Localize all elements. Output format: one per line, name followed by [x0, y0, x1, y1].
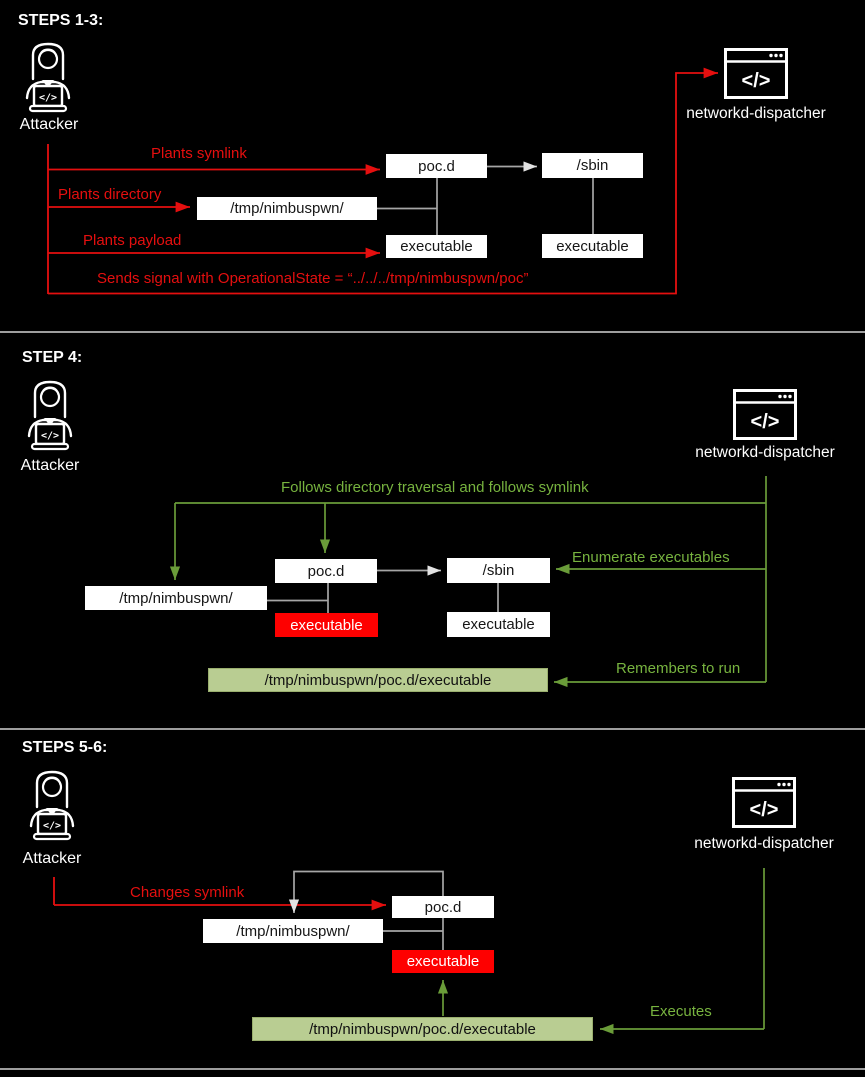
attacker-label: Attacker: [22, 850, 82, 867]
attacker-label: Attacker: [19, 116, 79, 133]
networkd-dispatcher-icon: [733, 389, 797, 440]
attacker-icon: [26, 768, 78, 844]
panel3-title: STEPS 5-6:: [22, 739, 108, 756]
code-glyph: </>: [40, 430, 60, 442]
node-pocd: poc.d: [275, 559, 377, 583]
node-executable-pocd: executable: [275, 613, 378, 637]
networkd-dispatcher-icon: [732, 777, 796, 828]
node-executable-pocd: executable: [386, 235, 487, 258]
panel-divider: [0, 331, 865, 333]
flow-plants-payload-label: Plants payload: [83, 232, 182, 249]
panel-divider: [0, 728, 865, 730]
node-executable-sbin: executable: [542, 234, 643, 258]
node-run-path: /tmp/nimbuspwn/poc.d/executable: [252, 1017, 593, 1041]
panel1-title: STEPS 1-3:: [18, 12, 104, 29]
node-sbin: /sbin: [447, 558, 550, 583]
flow-enumerate-label: Enumerate executables: [572, 549, 730, 566]
node-executable-sbin: executable: [447, 612, 550, 637]
node-executable-pocd: executable: [392, 950, 494, 973]
panel2-title: STEP 4:: [22, 349, 83, 366]
attacker-icon: [24, 378, 76, 454]
flow-plants-symlink-label: Plants symlink: [151, 145, 247, 162]
node-sbin: /sbin: [542, 153, 643, 178]
code-glyph: </>: [38, 92, 58, 104]
dispatcher-label: networkd-dispatcher: [694, 835, 834, 852]
code-glyph: </>: [42, 820, 62, 832]
flow-changes-symlink-label: Changes symlink: [130, 884, 245, 901]
flow-sends-signal-label: Sends signal with OperationalState = “../../../tmp/nimbuspwn/poc”: [97, 270, 529, 287]
flow-remembers-label: Remembers to run: [616, 660, 741, 677]
dispatcher-label: networkd-dispatcher: [695, 444, 835, 461]
networkd-dispatcher-icon: [724, 48, 788, 99]
node-tmpdir: /tmp/nimbuspwn/: [203, 919, 383, 943]
attacker-icon: [22, 40, 74, 116]
flow-executes-label: Executes: [650, 1003, 712, 1020]
code-glyph: </>: [749, 799, 779, 821]
code-glyph: </>: [741, 70, 771, 92]
node-pocd: poc.d: [386, 154, 487, 178]
panel-divider: [0, 1068, 865, 1070]
flow-follows-label: Follows directory traversal and follows symlink: [281, 479, 589, 496]
attacker-label: Attacker: [20, 457, 80, 474]
dispatcher-label: networkd-dispatcher: [686, 105, 826, 122]
node-tmpdir: /tmp/nimbuspwn/: [85, 586, 267, 610]
code-glyph: </>: [750, 411, 780, 433]
flow-plants-directory-label: Plants directory: [58, 186, 162, 203]
node-run-path: /tmp/nimbuspwn/poc.d/executable: [208, 668, 548, 692]
node-pocd: poc.d: [392, 896, 494, 918]
node-tmpdir: /tmp/nimbuspwn/: [197, 197, 377, 220]
